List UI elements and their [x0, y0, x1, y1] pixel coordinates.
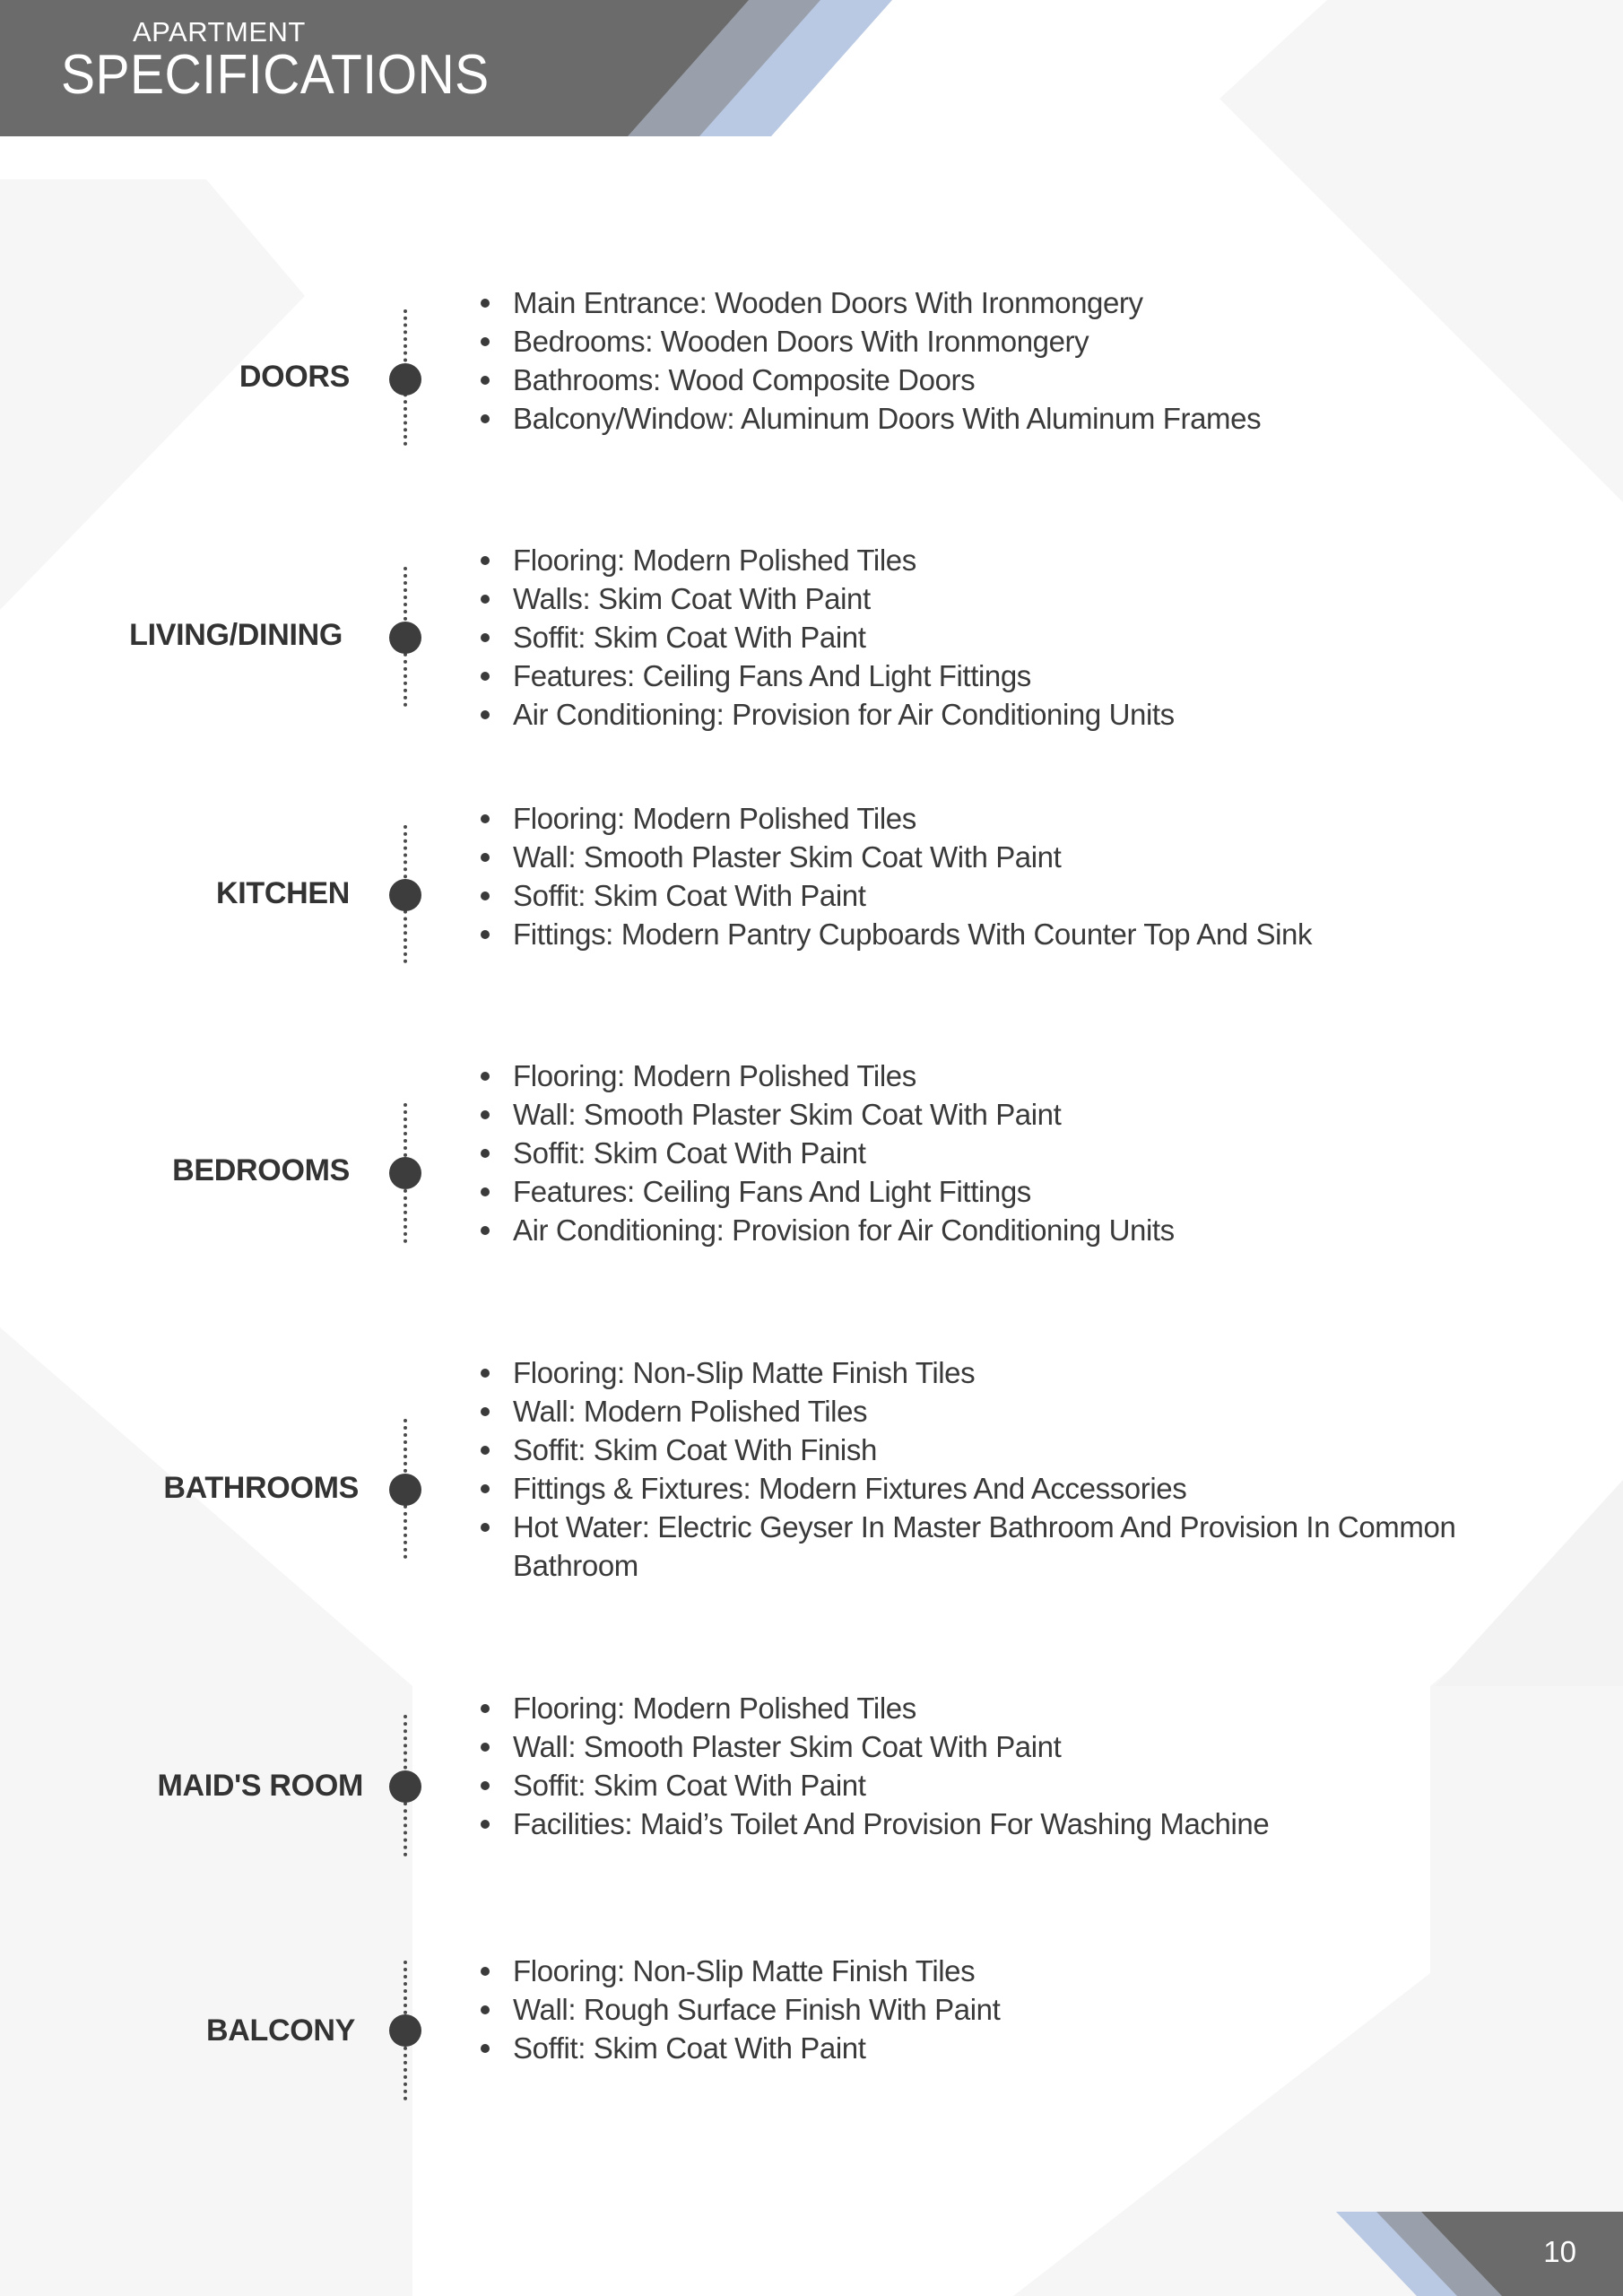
footer-tab — [1336, 2212, 1623, 2296]
bullet-icon — [481, 1072, 490, 1081]
bullet-icon — [481, 1743, 490, 1752]
section-label-living-dining: LIVING/DINING — [129, 618, 343, 652]
bullet-icon — [481, 1523, 490, 1532]
bullet-icon — [481, 2044, 490, 2053]
spec-list-doors — [477, 283, 1508, 438]
timeline-dot — [389, 622, 421, 654]
list-item: Air Conditioning: Provision for Air Conditioning Units — [477, 695, 1508, 734]
list-item: Wall: Modern Polished Tiles — [477, 1392, 1508, 1431]
section-label-bedrooms: BEDROOMS — [172, 1153, 350, 1187]
list-item: Features: Ceiling Fans And Light Fittings — [477, 657, 1508, 695]
list-item: Wall: Rough Surface Finish With Paint — [477, 1990, 1508, 2029]
bullet-icon — [481, 814, 490, 823]
bullet-icon — [481, 1149, 490, 1158]
list-item: Flooring: Modern Polished Tiles — [477, 1057, 1508, 1095]
bullet-icon — [481, 556, 490, 565]
section-label-balcony: BALCONY — [205, 2013, 355, 2048]
list-item: Hot Water: Electric Geyser In Master Bathroom And Provision In Common Bathroom — [477, 1508, 1508, 1585]
list-item: Walls: Skim Coat With Paint — [477, 579, 1508, 618]
bullet-icon — [481, 1704, 490, 1713]
bullet-icon — [481, 595, 490, 604]
bullet-icon — [481, 2005, 490, 2014]
bullet-icon — [481, 1187, 490, 1196]
bullet-icon — [481, 1110, 490, 1119]
section-label-kitchen: KITCHEN — [215, 876, 350, 910]
list-item: Flooring: Non-Slip Matte Finish Tiles — [477, 1353, 1508, 1392]
list-item: Fittings & Fixtures: Modern Fixtures And Accessories — [477, 1469, 1508, 1508]
bullet-icon — [481, 337, 490, 346]
list-item: Balcony/Window: Aluminum Doors With Aluminum Frames — [477, 399, 1508, 438]
bullet-icon — [481, 1484, 490, 1493]
timeline-dot — [389, 1474, 421, 1506]
bullet-icon — [481, 299, 490, 308]
bullet-icon — [481, 672, 490, 681]
spec-list-living-dining — [477, 541, 1508, 734]
spec-list-kitchen — [477, 799, 1508, 953]
section-label-maids-room: MAID'S ROOM — [157, 1769, 363, 1803]
bullet-icon — [481, 1226, 490, 1235]
list-item: Main Entrance: Wooden Doors With Ironmongery — [477, 283, 1508, 322]
bullet-icon — [481, 710, 490, 719]
list-item: Flooring: Modern Polished Tiles — [477, 541, 1508, 579]
list-item: Bathrooms: Wood Composite Doors — [477, 361, 1508, 399]
spec-list-bathrooms — [477, 1353, 1508, 1585]
bullet-icon — [481, 376, 490, 385]
bullet-icon — [481, 891, 490, 900]
list-item: Soffit: Skim Coat With Paint — [477, 2029, 1508, 2067]
bullet-icon — [481, 1967, 490, 1976]
bullet-icon — [481, 633, 490, 642]
bullet-icon — [481, 1407, 490, 1416]
timeline-dot — [389, 2014, 421, 2047]
list-item: Air Conditioning: Provision for Air Conditioning Units — [477, 1211, 1508, 1249]
page-title: SPECIFICATIONS — [61, 44, 490, 106]
header-subtitle: APARTMENT — [133, 16, 306, 48]
list-item: Wall: Smooth Plaster Skim Coat With Paint — [477, 838, 1508, 876]
bg-shape-left — [0, 179, 305, 610]
bullet-icon — [481, 1820, 490, 1829]
list-item: Features: Ceiling Fans And Light Fittings — [477, 1172, 1508, 1211]
list-item: Bedrooms: Wooden Doors With Ironmongery — [477, 322, 1508, 361]
list-item: Soffit: Skim Coat With Finish — [477, 1431, 1508, 1469]
bullet-icon — [481, 930, 490, 939]
list-item: Flooring: Modern Polished Tiles — [477, 799, 1508, 838]
list-item: Flooring: Non-Slip Matte Finish Tiles — [477, 1952, 1508, 1990]
list-item: Soffit: Skim Coat With Paint — [477, 1134, 1508, 1172]
spec-list-maids-room — [477, 1689, 1508, 1843]
list-item: Flooring: Modern Polished Tiles — [477, 1689, 1508, 1727]
list-item: Wall: Smooth Plaster Skim Coat With Paint — [477, 1095, 1508, 1134]
page-number: 10 — [1543, 2235, 1576, 2268]
spec-list-balcony — [477, 1952, 1508, 2067]
list-item: Soffit: Skim Coat With Paint — [477, 618, 1508, 657]
section-label-doors: DOORS — [239, 360, 350, 394]
section-label-bathrooms: BATHROOMS — [163, 1471, 359, 1505]
timeline-dot — [389, 879, 421, 911]
timeline-dot — [389, 1770, 421, 1803]
timeline-dot — [389, 1157, 421, 1189]
bullet-icon — [481, 853, 490, 862]
bullet-icon — [481, 1446, 490, 1455]
list-item: Facilities: Maid’s Toilet And Provision For Washing Machine — [477, 1805, 1508, 1843]
list-item: Wall: Smooth Plaster Skim Coat With Paint — [477, 1727, 1508, 1766]
list-item: Soffit: Skim Coat With Paint — [477, 1766, 1508, 1805]
bullet-icon — [481, 414, 490, 423]
spec-list-bedrooms — [477, 1057, 1508, 1249]
list-item: Soffit: Skim Coat With Paint — [477, 876, 1508, 915]
timeline-dot — [389, 363, 421, 396]
bullet-icon — [481, 1781, 490, 1790]
bullet-icon — [481, 1369, 490, 1378]
list-item: Fittings: Modern Pantry Cupboards With Counter Top And Sink — [477, 915, 1508, 953]
